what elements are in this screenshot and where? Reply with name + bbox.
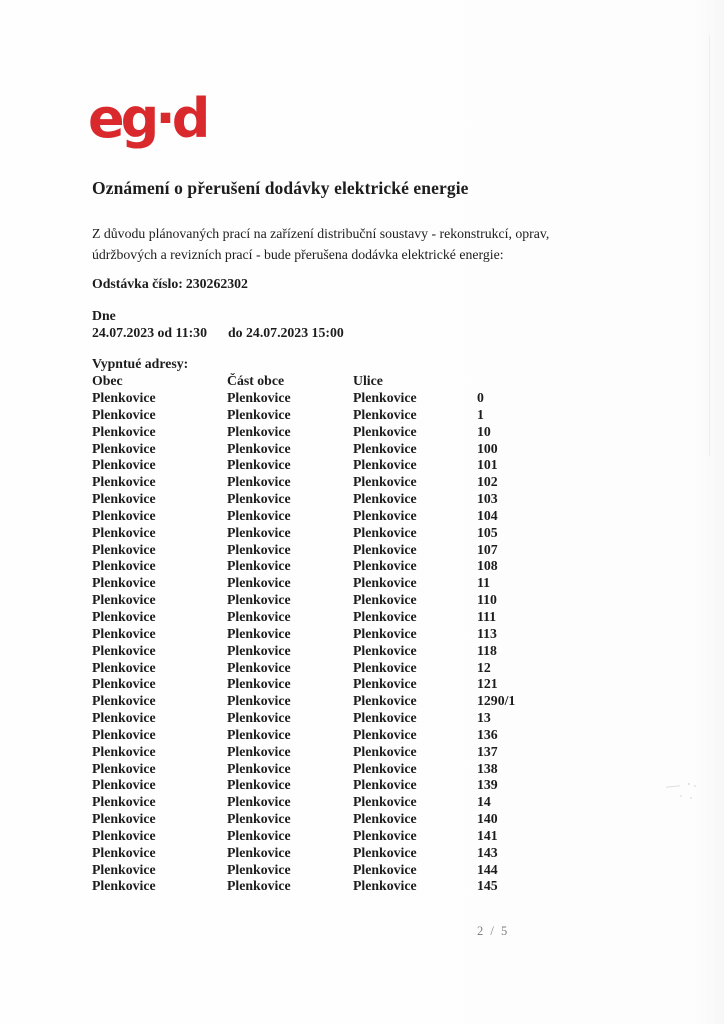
cell-cast-obce: Plenkovice: [227, 440, 291, 456]
cell-house-number: 113: [477, 625, 497, 641]
cell-ulice: Plenkovice: [353, 524, 417, 540]
table-row: [92, 575, 612, 592]
cell-ulice: Plenkovice: [353, 794, 417, 810]
cell-cast-obce: Plenkovice: [227, 794, 291, 810]
cell-cast-obce: Plenkovice: [227, 878, 291, 894]
cell-house-number: 13: [477, 710, 491, 726]
cell-obec: Plenkovice: [92, 440, 156, 456]
cell-ulice: Plenkovice: [353, 457, 417, 473]
cell-house-number: 1290/1: [477, 693, 516, 709]
cell-house-number: 108: [477, 558, 498, 574]
table-row: [92, 710, 612, 727]
cell-ulice: Plenkovice: [353, 710, 417, 726]
cell-house-number: 144: [477, 861, 498, 877]
table-row: [92, 390, 612, 407]
cell-obec: Plenkovice: [92, 676, 156, 692]
cell-house-number: 136: [477, 726, 498, 742]
cell-house-number: 10: [477, 423, 491, 439]
table-row: [92, 811, 612, 828]
table-row: [92, 676, 612, 693]
cell-obec: Plenkovice: [92, 777, 156, 793]
cell-obec: Plenkovice: [92, 844, 156, 860]
table-row: [92, 626, 612, 643]
intro-line-1: Z důvodu plánovaných prací na zařízení distribuční soustavy - rekonstrukcí, oprav,: [92, 226, 550, 241]
cell-cast-obce: Plenkovice: [227, 710, 291, 726]
table-row: [92, 761, 612, 778]
cell-house-number: 1: [477, 406, 484, 422]
outage-number-label: Odstávka číslo:: [92, 276, 183, 291]
cell-cast-obce: Plenkovice: [227, 811, 291, 827]
cell-house-number: 111: [477, 608, 497, 624]
cell-cast-obce: Plenkovice: [227, 861, 291, 877]
cell-cast-obce: Plenkovice: [227, 743, 291, 759]
cell-obec: Plenkovice: [92, 474, 156, 490]
cell-cast-obce: Plenkovice: [227, 777, 291, 793]
cell-obec: Plenkovice: [92, 878, 156, 894]
cell-house-number: 140: [477, 811, 498, 827]
cell-ulice: Plenkovice: [353, 659, 417, 675]
cell-cast-obce: Plenkovice: [227, 726, 291, 742]
table-row: [92, 660, 612, 677]
cell-ulice: Plenkovice: [353, 575, 417, 591]
cell-obec: Plenkovice: [92, 760, 156, 776]
cell-ulice: Plenkovice: [353, 642, 417, 658]
table-row: [92, 542, 612, 559]
header-ulice: Ulice: [353, 373, 383, 388]
date-to: do 24.07.2023 15:00: [228, 325, 344, 340]
cell-cast-obce: Plenkovice: [227, 676, 291, 692]
table-row: [92, 609, 612, 626]
cell-cast-obce: Plenkovice: [227, 491, 291, 507]
table-row: [92, 693, 612, 710]
cell-ulice: Plenkovice: [353, 406, 417, 422]
table-row: [92, 845, 612, 862]
cell-obec: Plenkovice: [92, 827, 156, 843]
cell-cast-obce: Plenkovice: [227, 844, 291, 860]
cell-obec: Plenkovice: [92, 811, 156, 827]
cell-house-number: 107: [477, 541, 498, 557]
outage-number-value: 230262302: [185, 276, 248, 291]
table-row: [92, 508, 612, 525]
cell-house-number: 104: [477, 507, 498, 523]
cell-cast-obce: Plenkovice: [227, 507, 291, 523]
cell-obec: Plenkovice: [92, 861, 156, 877]
cell-ulice: Plenkovice: [353, 760, 417, 776]
cell-obec: Plenkovice: [92, 406, 156, 422]
cell-ulice: Plenkovice: [353, 592, 417, 608]
cell-house-number: 101: [477, 457, 498, 473]
cell-cast-obce: Plenkovice: [227, 642, 291, 658]
cell-house-number: 105: [477, 524, 498, 540]
cell-cast-obce: Plenkovice: [227, 423, 291, 439]
table-row: [92, 592, 612, 609]
address-table-body: [92, 390, 612, 895]
cell-ulice: Plenkovice: [353, 811, 417, 827]
cell-obec: Plenkovice: [92, 507, 156, 523]
header-empty: [477, 373, 612, 389]
cell-obec: Plenkovice: [92, 642, 156, 658]
table-row: [92, 457, 612, 474]
cell-cast-obce: Plenkovice: [227, 541, 291, 557]
header-cast-obce: Část obce: [227, 373, 285, 388]
cell-house-number: 11: [477, 575, 491, 591]
cell-ulice: Plenkovice: [353, 726, 417, 742]
table-row: [92, 407, 612, 424]
table-row: [92, 474, 612, 491]
cell-house-number: 139: [477, 777, 498, 793]
cell-ulice: Plenkovice: [353, 541, 417, 557]
intro-paragraph: [92, 223, 549, 265]
cell-house-number: 103: [477, 491, 498, 507]
cell-ulice: Plenkovice: [353, 390, 417, 405]
cell-obec: Plenkovice: [92, 794, 156, 810]
table-row: [92, 862, 612, 879]
cell-obec: Plenkovice: [92, 743, 156, 759]
cell-obec: Plenkovice: [92, 710, 156, 726]
cell-house-number: 138: [477, 760, 498, 776]
cell-cast-obce: Plenkovice: [227, 693, 291, 709]
cell-cast-obce: Plenkovice: [227, 575, 291, 591]
cell-obec: Plenkovice: [92, 423, 156, 439]
intro-line-2: údržbových a revizních prací - bude přerušena dodávka elektrické energie:: [92, 247, 504, 262]
cell-house-number: 143: [477, 844, 498, 860]
cell-obec: Plenkovice: [92, 541, 156, 557]
egd-logo: eg·d: [88, 87, 207, 150]
table-row: [92, 525, 612, 542]
cell-cast-obce: Plenkovice: [227, 390, 291, 405]
date-heading: Dne: [92, 308, 116, 323]
cell-house-number: 14: [477, 794, 491, 810]
scan-artifact-marks: [648, 780, 704, 802]
scan-artifact-line: [709, 36, 710, 456]
cell-ulice: Plenkovice: [353, 827, 417, 843]
date-range-line: [92, 325, 344, 342]
cell-ulice: Plenkovice: [353, 861, 417, 877]
table-row: [92, 727, 612, 744]
cell-obec: Plenkovice: [92, 457, 156, 473]
table-row: [92, 558, 612, 575]
table-row: [92, 744, 612, 761]
document-title: Oznámení o přerušení dodávky elektrické energie: [92, 178, 469, 198]
cell-house-number: 100: [477, 440, 498, 456]
cell-house-number: 137: [477, 743, 498, 759]
cell-cast-obce: Plenkovice: [227, 760, 291, 776]
table-row: [92, 491, 612, 508]
cell-ulice: Plenkovice: [353, 608, 417, 624]
cell-cast-obce: Plenkovice: [227, 827, 291, 843]
cell-house-number: 110: [477, 592, 497, 608]
cell-ulice: Plenkovice: [353, 676, 417, 692]
cell-ulice: Plenkovice: [353, 440, 417, 456]
cell-cast-obce: Plenkovice: [227, 457, 291, 473]
cell-cast-obce: Plenkovice: [227, 524, 291, 540]
cell-obec: Plenkovice: [92, 693, 156, 709]
table-row: [92, 794, 612, 811]
cell-obec: Plenkovice: [92, 625, 156, 641]
cell-obec: Plenkovice: [92, 524, 156, 540]
cell-obec: Plenkovice: [92, 726, 156, 742]
cell-obec: Plenkovice: [92, 575, 156, 591]
cell-house-number: 141: [477, 827, 498, 843]
cell-house-number: 145: [477, 878, 498, 894]
outage-number-line: [92, 276, 251, 293]
cell-ulice: Plenkovice: [353, 558, 417, 574]
header-obec: Obec: [92, 373, 123, 388]
cell-cast-obce: Plenkovice: [227, 625, 291, 641]
table-row: [92, 878, 612, 895]
cell-house-number: 102: [477, 474, 498, 490]
cell-obec: Plenkovice: [92, 608, 156, 624]
cell-cast-obce: Plenkovice: [227, 592, 291, 608]
addresses-heading: Vypntué adresy:: [92, 356, 189, 371]
cell-obec: Plenkovice: [92, 558, 156, 574]
cell-cast-obce: Plenkovice: [227, 659, 291, 675]
cell-cast-obce: Plenkovice: [227, 608, 291, 624]
cell-ulice: Plenkovice: [353, 423, 417, 439]
cell-ulice: Plenkovice: [353, 491, 417, 507]
date-from: 24.07.2023 od 11:30: [92, 325, 207, 340]
cell-ulice: Plenkovice: [353, 777, 417, 793]
cell-ulice: Plenkovice: [353, 625, 417, 641]
address-table-header: [92, 373, 612, 389]
table-row: [92, 441, 612, 458]
cell-ulice: Plenkovice: [353, 844, 417, 860]
cell-ulice: Plenkovice: [353, 474, 417, 490]
cell-obec: Plenkovice: [92, 592, 156, 608]
cell-ulice: Plenkovice: [353, 878, 417, 894]
cell-house-number: 0: [477, 390, 484, 405]
table-row: [92, 643, 612, 660]
cell-obec: Plenkovice: [92, 390, 156, 405]
cell-ulice: Plenkovice: [353, 743, 417, 759]
cell-ulice: Plenkovice: [353, 693, 417, 709]
cell-cast-obce: Plenkovice: [227, 558, 291, 574]
cell-house-number: 118: [477, 642, 497, 658]
table-row: [92, 424, 612, 441]
cell-cast-obce: Plenkovice: [227, 474, 291, 490]
cell-obec: Plenkovice: [92, 659, 156, 675]
cell-ulice: Plenkovice: [353, 507, 417, 523]
cell-obec: Plenkovice: [92, 491, 156, 507]
page-number: 2 / 5: [477, 924, 510, 938]
table-row: [92, 828, 612, 845]
cell-house-number: 121: [477, 676, 498, 692]
cell-cast-obce: Plenkovice: [227, 406, 291, 422]
cell-house-number: 12: [477, 659, 491, 675]
table-row: [92, 777, 612, 794]
